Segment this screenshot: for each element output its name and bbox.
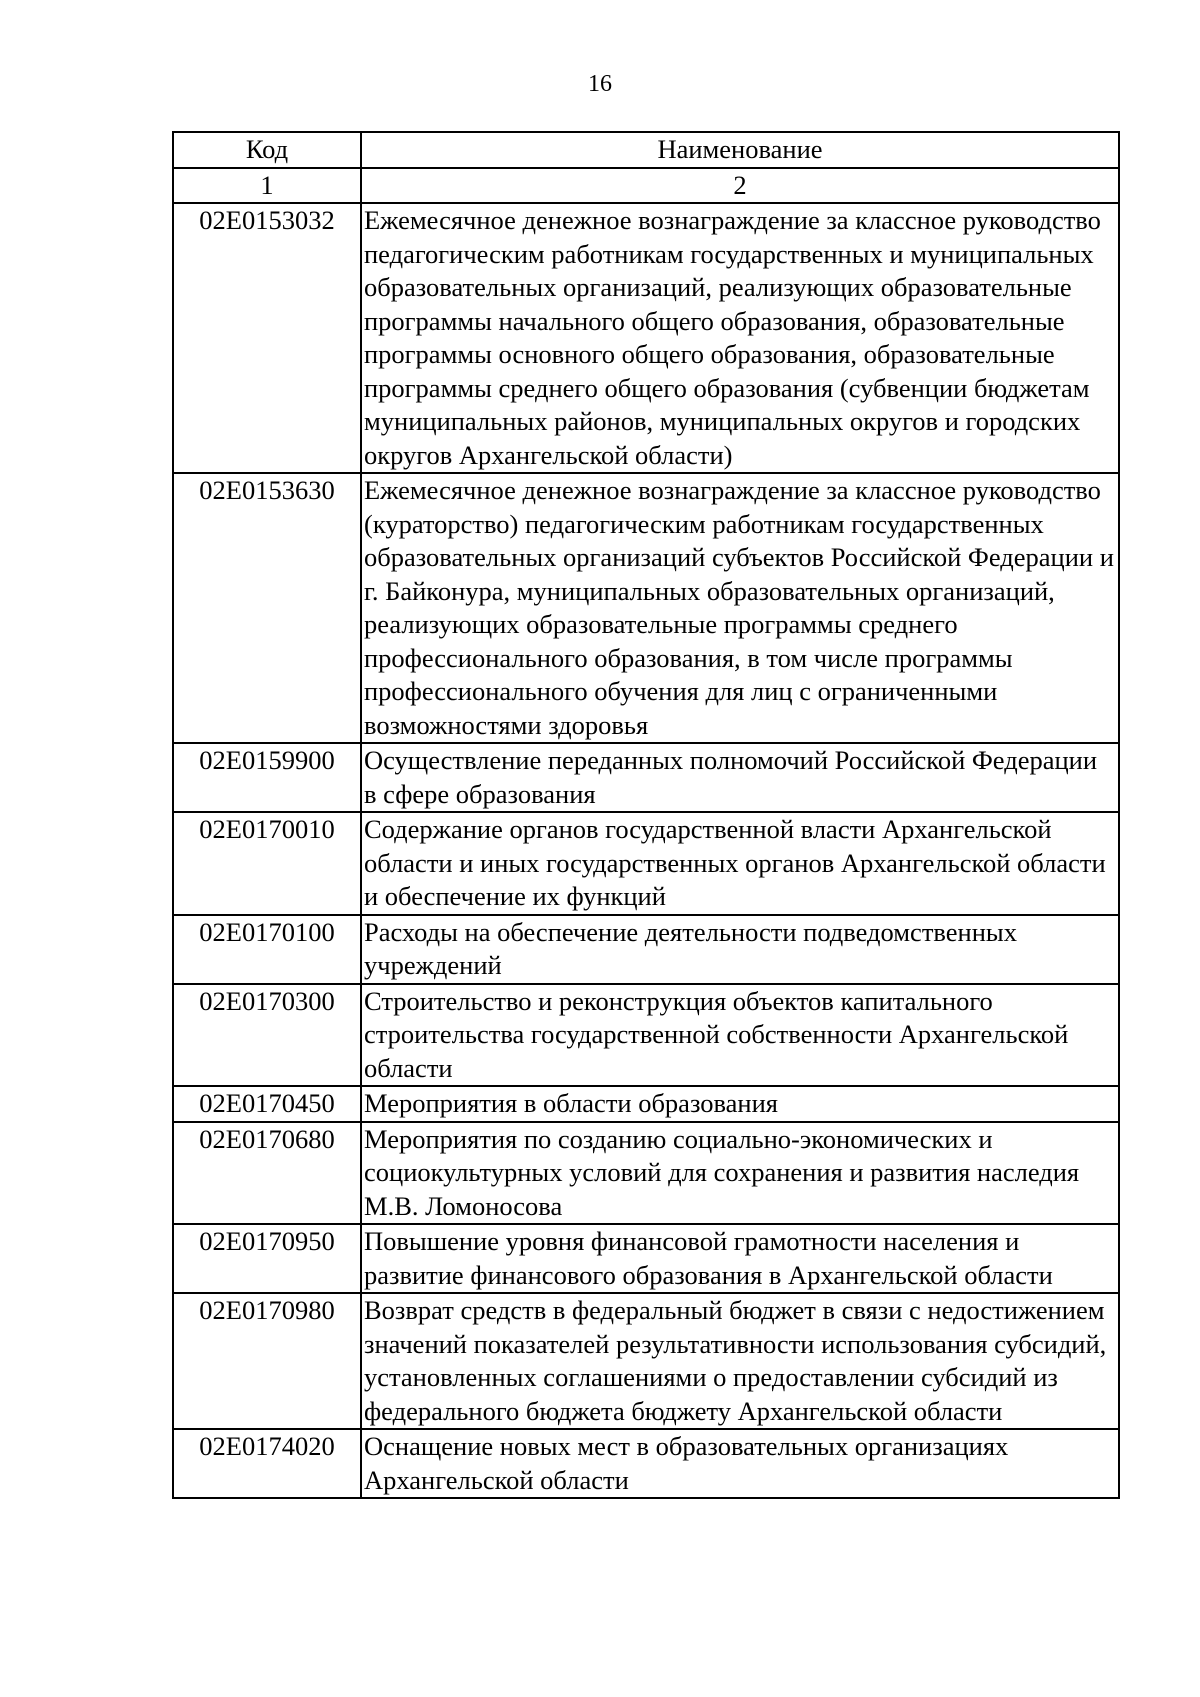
- table-row: [173, 812, 1119, 915]
- row-name: Расходы на обеспечение деятельности подведомственных учреждений: [361, 915, 1119, 984]
- table-row: [173, 915, 1119, 984]
- table-row: [173, 203, 1119, 473]
- row-code: 02E0174020: [173, 1429, 361, 1498]
- row-name: Повышение уровня финансовой грамотности населения и развитие финансового образования в Архангельской области: [361, 1224, 1119, 1293]
- row-code: 02E0153630: [173, 473, 361, 743]
- row-name: Мероприятия по созданию социально-экономических и социокультурных условий для сохранения и развития наследия М.В. Ломоносова: [361, 1122, 1119, 1225]
- budget-code-table: [172, 131, 1120, 1499]
- page-number: 16: [588, 71, 612, 97]
- row-name: Оснащение новых мест в образовательных организациях Архангельской области: [361, 1429, 1119, 1498]
- header-name: Наименование: [361, 132, 1119, 168]
- row-name: Строительство и реконструкция объектов капитального строительства государственной собственности Архангельской области: [361, 984, 1119, 1087]
- column-number-row: [173, 168, 1119, 204]
- row-code: 02E0170980: [173, 1293, 361, 1429]
- header-code: Код: [173, 132, 361, 168]
- row-name: Осуществление переданных полномочий Российской Федерации в сфере образования: [361, 743, 1119, 812]
- row-code: 02E0153032: [173, 203, 361, 473]
- table-row: [173, 1293, 1119, 1429]
- table-row: [173, 473, 1119, 743]
- row-code: 02E0170950: [173, 1224, 361, 1293]
- row-code: 02E0170450: [173, 1086, 361, 1122]
- row-code: 02E0170010: [173, 812, 361, 915]
- row-name: Ежемесячное денежное вознаграждение за классное руководство педагогическим работникам государственных и муниципальных образовательных организаций, реализующих образовательные программы начального общего образования, образовательные программы основного общего образования, образовательные программы среднего общего образования (субвенции бюджетам муниципальных районов, муниципальных округов и городских округов Архангельской области): [361, 203, 1119, 473]
- row-name: Ежемесячное денежное вознаграждение за классное руководство (кураторство) педагогическим работникам государственных образовательных организаций субъектов Российской Федерации и г. Байконура, муниципальных образовательных организаций, реализующих образовательные программы среднего профессионального образования, в том числе программы профессионального обучения для лиц с ограниченными возможностями здоровья: [361, 473, 1119, 743]
- table-row: [173, 1224, 1119, 1293]
- row-code: 02E0170100: [173, 915, 361, 984]
- column-number-name: 2: [361, 168, 1119, 204]
- row-name: Возврат средств в федеральный бюджет в связи с недостижением значений показателей результативности использования субсидий, установленных соглашениями о предоставлении субсидий из федерального бюджета бюджету Архангельской области: [361, 1293, 1119, 1429]
- row-code: 02E0170680: [173, 1122, 361, 1225]
- row-code: 02E0170300: [173, 984, 361, 1087]
- table-row: [173, 984, 1119, 1087]
- row-code: 02E0159900: [173, 743, 361, 812]
- row-name: Мероприятия в области образования: [361, 1086, 1119, 1122]
- table-row: [173, 1122, 1119, 1225]
- column-number-code: 1: [173, 168, 361, 204]
- table-header-row: [173, 132, 1119, 168]
- row-name: Содержание органов государственной власти Архангельской области и иных государственных органов Архангельской области и обеспечение их функций: [361, 812, 1119, 915]
- table-row: [173, 1429, 1119, 1498]
- table-row: [173, 743, 1119, 812]
- table-row: [173, 1086, 1119, 1122]
